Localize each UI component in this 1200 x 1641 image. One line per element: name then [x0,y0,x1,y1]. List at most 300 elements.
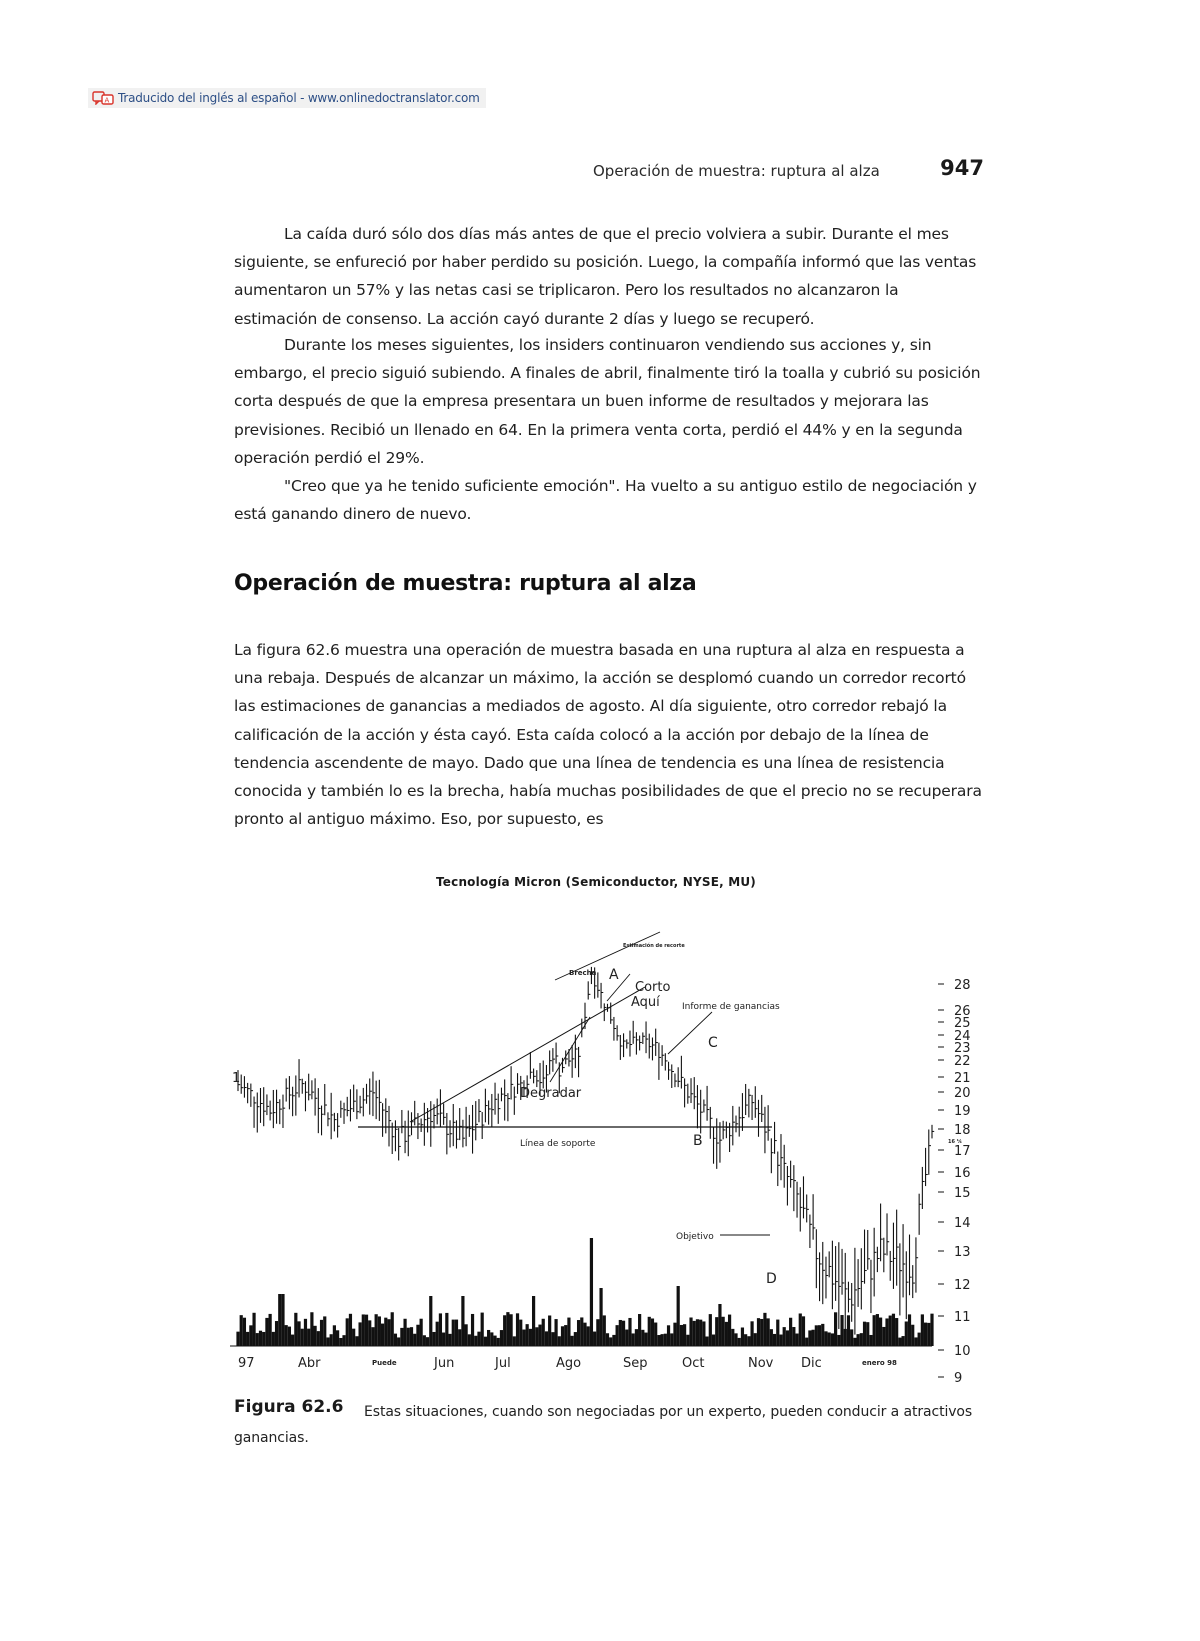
volume-bar [468,1334,471,1346]
price-bar [688,1084,690,1104]
volume-bar [911,1325,914,1346]
price-bar [714,1127,716,1163]
price-bar [752,1095,754,1120]
volume-bar [314,1326,317,1346]
volume-bar [436,1322,439,1346]
volume-bar [821,1324,824,1346]
price-bar [723,1121,725,1140]
volume-bar [378,1316,381,1346]
volume-bar [387,1319,390,1346]
price-bar [922,1167,924,1209]
price-bar [402,1110,404,1133]
price-bar [251,1084,253,1107]
volume-bar [269,1314,272,1346]
price-bar [848,1282,850,1313]
price-bar [280,1099,282,1124]
volume-bar [571,1336,574,1346]
y-tick-label: 24 [954,1029,971,1044]
y-tick-label: 21 [954,1071,971,1086]
volume-bar [397,1337,400,1346]
translator-banner[interactable] [88,88,486,108]
volume-bar [876,1314,879,1346]
price-bar [386,1098,388,1133]
x-tick-label: 97 [238,1356,255,1371]
price-bar [636,1032,638,1054]
price-bar [344,1103,346,1124]
price-bar [588,981,590,999]
volume-bar [651,1318,654,1346]
price-bar [556,1043,558,1064]
volume-bar [927,1323,930,1346]
price-bar [579,1047,581,1077]
volume-bar [831,1333,834,1346]
volume-bar [702,1321,705,1346]
volume-bar [734,1333,737,1346]
volume-bar [860,1333,863,1346]
price-bars [238,967,934,1335]
volume-bar [362,1314,365,1346]
price-bar [338,1113,340,1137]
label-support-line: Línea de soporte [520,1139,596,1149]
volume-bar [526,1324,529,1346]
price-bar [328,1112,330,1126]
volume-bar [606,1333,609,1346]
price-bar [322,1106,324,1136]
price-bar [534,1069,536,1084]
volume-bar [474,1336,477,1346]
volume-bar [599,1288,602,1346]
volume-bar [281,1294,284,1346]
volume-bar [760,1319,763,1346]
price-bar [257,1093,259,1133]
price-bar [916,1237,918,1292]
volume-bar [301,1329,304,1346]
price-bar [926,1148,928,1186]
price-bar [868,1230,870,1270]
x-tick-label: enero 98 [862,1359,897,1367]
price-bar [903,1224,905,1297]
price-bar [370,1078,372,1114]
price-bar [620,1035,622,1060]
volume-bar [744,1334,747,1346]
running-header [560,156,984,186]
volume-bar [506,1312,509,1346]
price-bar [746,1084,748,1115]
volume-bar [545,1331,548,1346]
volume-bar [490,1332,493,1346]
volume-bar [243,1318,246,1346]
volume-bar [805,1338,808,1346]
volume-bar [802,1316,805,1346]
price-bar [865,1230,867,1284]
price-bar [852,1283,854,1322]
volume-bar [661,1334,664,1346]
volume-bar [240,1315,243,1346]
volume-bar [808,1330,811,1346]
volume-bar [847,1315,850,1346]
volume-bar [352,1329,355,1346]
volume-bar [728,1315,731,1346]
y-tick [938,1123,971,1138]
volume-bar [236,1332,239,1346]
price-bar [498,1094,500,1124]
volume-bar [750,1321,753,1346]
volume-bar [824,1331,827,1346]
volume-bar [930,1314,933,1346]
y-tick [938,978,971,993]
price-bar [775,1122,777,1154]
volume-bar [619,1320,622,1346]
price-bar [473,1105,475,1154]
volume-bar [596,1319,599,1346]
volume-bar [275,1321,278,1346]
price-bar [627,1039,629,1048]
svg-text:A: A [104,96,110,105]
y-tick-label: 15 [954,1186,971,1201]
volume-bar [564,1325,567,1346]
price-bar [421,1118,423,1132]
price-bar [447,1113,449,1154]
trend-line [410,987,645,1122]
y-tick [938,1186,971,1201]
price-bar [270,1101,272,1121]
price-bar [543,1061,545,1089]
volume-bar [538,1325,541,1346]
volume-bar [895,1318,898,1346]
volume-bar [696,1319,699,1346]
volume-bar [795,1334,798,1346]
price-bar [334,1113,336,1132]
volume-bar [632,1333,635,1346]
price-bar [572,1045,574,1078]
y-tick [938,1104,971,1119]
price-bar [884,1238,886,1273]
volume-bar [648,1317,651,1346]
volume-bar [442,1333,445,1346]
y-tick [938,1216,971,1231]
volume-bar [757,1318,760,1346]
volume-bar [635,1329,638,1346]
volume-bar [439,1313,442,1346]
volume-bar [689,1317,692,1346]
price-bar [479,1099,481,1122]
price-bar [919,1194,921,1235]
y-tick-label: 20 [954,1086,971,1101]
price-bar [514,1087,516,1115]
price-bar [424,1103,426,1146]
volume-bar [677,1286,680,1346]
volume-bar [558,1336,561,1346]
volume-bar [767,1318,770,1346]
volume-bar [423,1335,426,1346]
volume-bar [368,1320,371,1346]
price-bar [784,1145,786,1188]
volume-bar [837,1335,840,1346]
volume-bar [779,1335,782,1346]
volume-bar [317,1331,320,1346]
price-bar [469,1115,471,1137]
y-tick-label: 9 [954,1371,963,1382]
volume-bar [644,1333,647,1346]
figure-label: Figura 62.6 [234,1397,344,1417]
price-bar [248,1083,250,1103]
volume-bar [407,1328,410,1346]
price-bar [832,1241,834,1310]
volume-bar [699,1320,702,1346]
price-bar [530,1052,532,1079]
price-bar [649,1034,651,1059]
price-bar [771,1138,773,1173]
volume-bar [850,1329,853,1346]
volume-bar [349,1314,352,1346]
volume-bar [413,1334,416,1346]
price-bar [460,1108,462,1140]
running-header-title: Operación de muestra: ruptura al alza [593,162,880,180]
volume-bar [853,1338,856,1346]
price-bar [383,1103,385,1137]
volume-bar [522,1330,525,1346]
x-tick-label: Nov [748,1356,774,1371]
volume-bar [738,1338,741,1346]
price-bar [267,1094,269,1115]
volume-bar [783,1327,786,1346]
price-bar [913,1265,915,1298]
price-bar [354,1085,356,1112]
price-bar [553,1048,555,1072]
price-bar [736,1116,738,1133]
volume-bar [294,1313,297,1346]
volume-bar [339,1338,342,1346]
volume-bar [291,1335,294,1346]
left-edge-label: 1 [232,1071,241,1086]
volume-bar [375,1314,378,1346]
price-bar [492,1094,494,1127]
y-tick-label: 18 [954,1123,971,1138]
price-bar [569,1049,571,1066]
price-bar [341,1101,343,1118]
price-bar [550,1050,552,1074]
chart-annotations [232,932,962,1287]
price-bar [283,1095,285,1128]
volume-bar [638,1314,641,1346]
x-tick-label: Abr [298,1356,321,1371]
volume-bar [542,1319,545,1346]
volume-bar [705,1336,708,1346]
x-tick-label: Oct [682,1356,705,1371]
y-tick [938,1344,971,1359]
volume-bar [452,1320,455,1346]
volume-bar [609,1337,612,1346]
y-tick [938,1054,971,1069]
price-bar [379,1080,381,1121]
price-bar [453,1104,455,1146]
volume-bar [654,1323,657,1346]
volume-bar [455,1320,458,1346]
price-bar [537,1070,539,1087]
volume-bar [892,1314,895,1346]
x-tick-label: Sep [623,1356,648,1371]
price-bar [726,1122,728,1139]
price-bar [669,1062,671,1080]
label-earnings-report: Informe de ganancias [682,1002,780,1012]
price-bar [598,972,600,997]
volume-bar [828,1332,831,1346]
volume-bar [628,1318,631,1346]
y-tick-label: 25 [954,1016,971,1031]
volume-bar [342,1335,345,1346]
volume-bar [278,1294,281,1346]
volume-bar [400,1328,403,1346]
volume-bar [265,1318,268,1346]
price-bar [630,1031,632,1057]
price-bar [505,1079,507,1120]
volume-bar [715,1317,718,1346]
volume-bar [866,1322,869,1346]
price-bar [412,1112,414,1135]
volume-bar [333,1325,336,1346]
price-bar [820,1252,822,1301]
volume-bar [577,1320,580,1346]
volume-bar [924,1323,927,1346]
chart-title: Tecnología Micron (Semiconductor, NYSE, MU) [436,875,756,889]
price-bar [241,1075,243,1094]
volume-bars [230,1238,934,1346]
price-bar [482,1112,484,1139]
volume-bar [789,1318,792,1346]
price-bar [861,1248,863,1309]
volume-bar [857,1334,860,1346]
volume-bar [567,1318,570,1346]
volume-bar [763,1313,766,1346]
volume-bar [657,1335,660,1346]
price-bar [910,1235,912,1296]
paragraph-3: "Creo que ya he tenido suficiente emoción". Ha vuelto a su antiguo estilo de negociación y está ganando dinero de nuevo. [234,477,977,524]
label-short-here-2: Aquí [631,995,660,1010]
price-bar [881,1204,883,1262]
volume-bar [500,1330,503,1346]
price-bar [305,1081,307,1111]
price-bar [768,1105,770,1141]
price-bar [893,1223,895,1289]
price-bar [357,1089,359,1119]
price-bar [476,1101,478,1140]
price-bar [704,1100,706,1113]
volume-bar [403,1319,406,1346]
price-bar [858,1259,860,1307]
volume-bar [683,1324,686,1346]
price-bar [450,1120,452,1147]
price-bar [405,1121,407,1153]
price-chart [230,892,990,1382]
volume-bar [741,1328,744,1346]
price-bar [800,1187,802,1231]
price-bar [614,1017,616,1041]
y-tick [938,1004,971,1019]
price-bar [501,1088,503,1102]
price-bar [675,1074,677,1088]
y-tick-label: 12 [954,1278,971,1293]
price-bar [315,1078,317,1115]
volume-bar [561,1326,564,1346]
volume-bar [513,1336,516,1346]
volume-bar [445,1313,448,1346]
price-bar [431,1101,433,1147]
y-tick-label: 17 [954,1144,971,1159]
x-tick-label: Jun [434,1356,455,1371]
volume-bar [510,1314,513,1346]
price-bar [900,1243,902,1315]
label-target: Objetivo [676,1232,714,1242]
price-bar [794,1165,796,1211]
price-bar [244,1076,246,1098]
price-bar [897,1210,899,1286]
price-bar [617,1025,619,1040]
price-bar [765,1107,767,1153]
price-bar [842,1249,844,1295]
page-number: 947 [940,156,984,180]
volume-bar [670,1333,673,1346]
price-bar [273,1090,275,1128]
volume-bar [641,1330,644,1346]
price-bar [887,1213,889,1255]
volume-bar [879,1318,882,1346]
volume-bar [554,1319,557,1346]
price-bar [823,1242,825,1304]
volume-bar [889,1316,892,1346]
y-tick [938,1029,971,1044]
y-tick-label: 19 [954,1104,971,1119]
volume-bar [616,1325,619,1346]
volume-bar [722,1317,725,1346]
volume-bar [365,1315,368,1346]
price-bar [302,1079,304,1094]
volume-bar [673,1323,676,1346]
x-axis [238,1356,897,1371]
price-bar [807,1194,809,1222]
volume-bar [709,1314,712,1346]
price-bar [444,1103,446,1124]
price-bar [781,1134,783,1180]
volume-bar [355,1336,358,1346]
price-bar [643,1032,645,1044]
price-bar [373,1072,375,1116]
volume-bar [834,1312,837,1346]
volume-bar [429,1296,432,1346]
translator-banner-text: Traducido del inglés al español - www.onlinedoctranslator.com [118,91,480,105]
volume-bar [297,1321,300,1346]
price-bar [367,1084,369,1104]
price-bar [906,1251,908,1319]
price-bar [463,1120,465,1148]
x-tick-label: Puede [372,1359,397,1367]
volume-bar [583,1323,586,1346]
price-bar [601,983,603,1009]
price-bar [697,1085,699,1128]
volume-bar [391,1312,394,1346]
price-bar [810,1215,812,1248]
price-bar [293,1087,295,1116]
price-bar [495,1083,497,1115]
price-bar [646,1021,648,1053]
volume-bar [548,1315,551,1346]
volume-bar [898,1338,901,1346]
volume-bar [519,1320,522,1346]
y-tick-label: 26 [954,1004,971,1019]
volume-bar [603,1315,606,1346]
price-bar [665,1053,667,1070]
volume-bar [905,1321,908,1346]
x-tick-label: Jul [495,1356,511,1371]
